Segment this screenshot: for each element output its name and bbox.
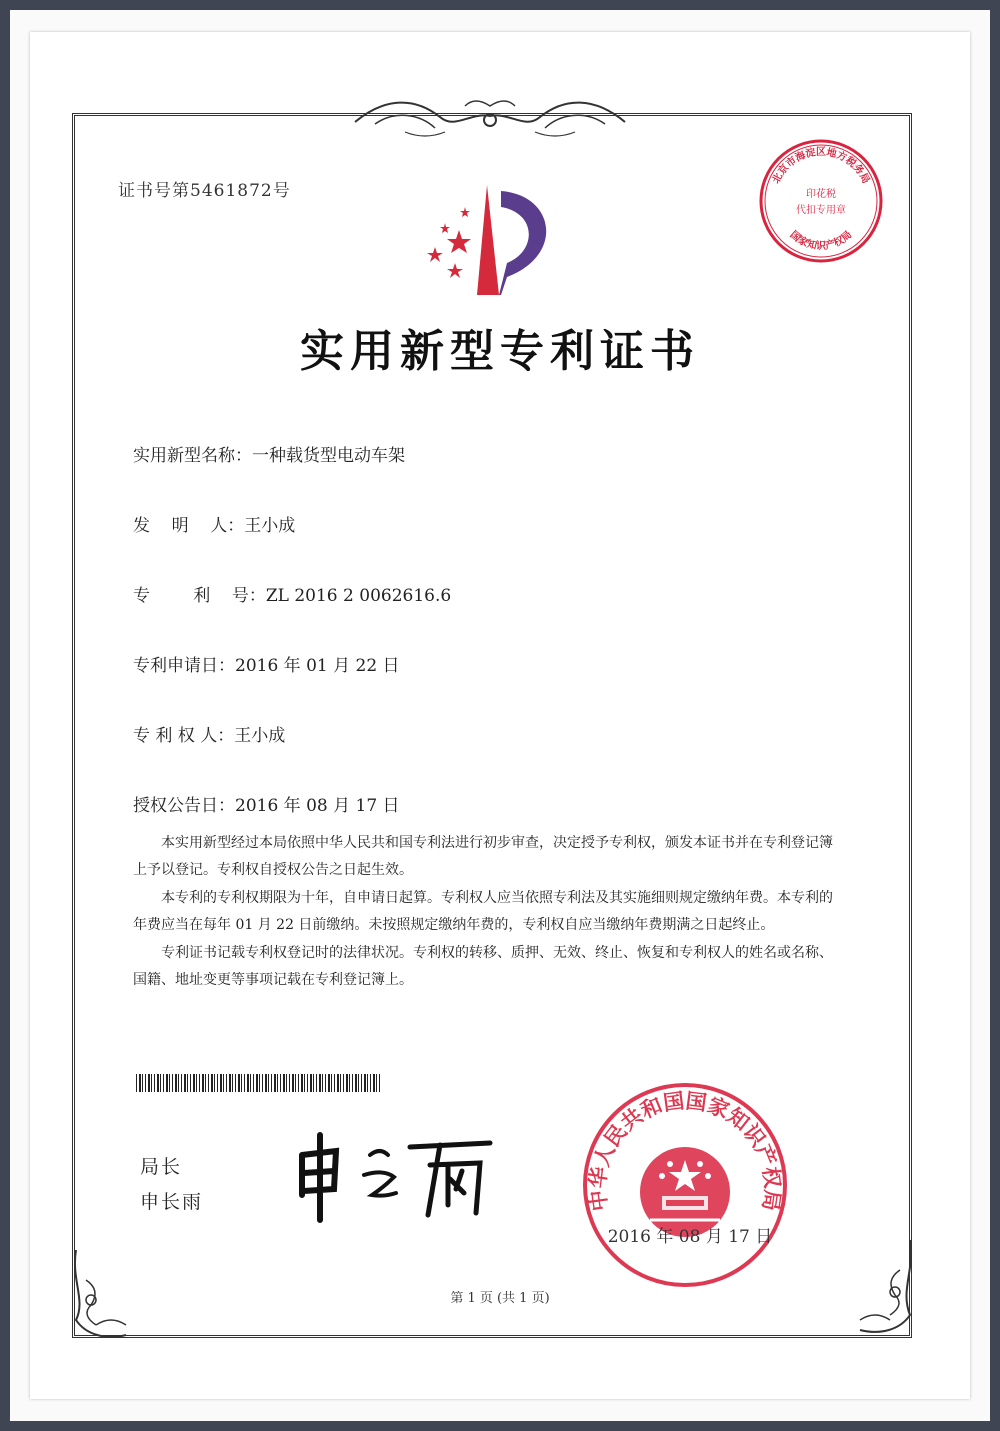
patent-office-logo [415, 185, 565, 297]
page-footer: 第 1 页 (共 1 页) [450, 1291, 550, 1306]
field-label: 专利申请日： [133, 656, 235, 676]
tax-seal-outer-text: 北京市海淀区地方税务局 [770, 147, 872, 186]
field-label: 实用新型名称： [133, 446, 252, 466]
field-value: 王小成 [244, 516, 296, 536]
field-value: 一种载货型电动车架 [252, 446, 405, 466]
svg-text:国家知识产权局 [788, 228, 855, 252]
field-patent-number [133, 581, 451, 606]
tax-stamp-seal [757, 137, 885, 265]
tax-seal-line2: 代扣专用章 [796, 205, 846, 216]
field-label: 专 利 权 人： [133, 726, 235, 746]
certificate-title: 实用新型专利证书 [300, 326, 700, 377]
field-inventor [133, 511, 295, 536]
paragraph: 本专利的专利权期限为十年，自申请日起算。专利权人应当依照专利法及其实施细则规定缴纳年费。本专利的年费应当在每年 01 月 22 日前缴纳。未按照规定缴纳年费的，专利权自应当缴纳年费期满之日起终止。 [133, 890, 833, 933]
tax-seal-bottom-text: 国家知识产权局 [787, 229, 855, 252]
barcode [136, 1074, 382, 1092]
field-application-date [133, 651, 400, 676]
field-value: 2016 年 08 月 17 日 [235, 796, 400, 816]
field-grant-date [133, 791, 400, 816]
field-patentee [133, 721, 285, 746]
field-value: ZL 2016 2 0062616.6 [265, 586, 452, 606]
director-name: 申长雨 [140, 1191, 204, 1213]
seal-ring-text: 中华人民共和国国家知识产权局 [585, 1088, 785, 1213]
seal-date: 2016 年 08 月 17 日 [607, 1227, 773, 1247]
field-value: 2016 年 01 月 22 日 [235, 656, 400, 676]
certificate-number: 证书号第5461872号 [118, 181, 291, 201]
paragraph: 本实用新型经过本局依照中华人民共和国专利法进行初步审查，决定授予专利权，颁发本证书并在专利登记簿上予以登记。专利权自授权公告之日起生效。 [133, 835, 833, 878]
national-seal [580, 1080, 790, 1290]
tax-seal-line1: 印花税 [806, 189, 836, 200]
legal-statement [133, 830, 838, 995]
field-value: 王小成 [234, 726, 286, 746]
paragraph: 专利证书记载专利权登记时的法律状况。专利权的转移、质押、无效、终止、恢复和专利权人的姓名或名称、国籍、地址变更等事项记载在专利登记簿上。 [133, 945, 833, 988]
top-ornament [345, 92, 635, 140]
director-title: 局长 [140, 1156, 183, 1178]
field-label: 授权公告日： [133, 796, 235, 816]
director-signature [290, 1125, 500, 1225]
field-name [133, 441, 405, 466]
field-label: 专 利 号： [133, 586, 266, 606]
field-label: 发 明 人： [133, 516, 245, 536]
